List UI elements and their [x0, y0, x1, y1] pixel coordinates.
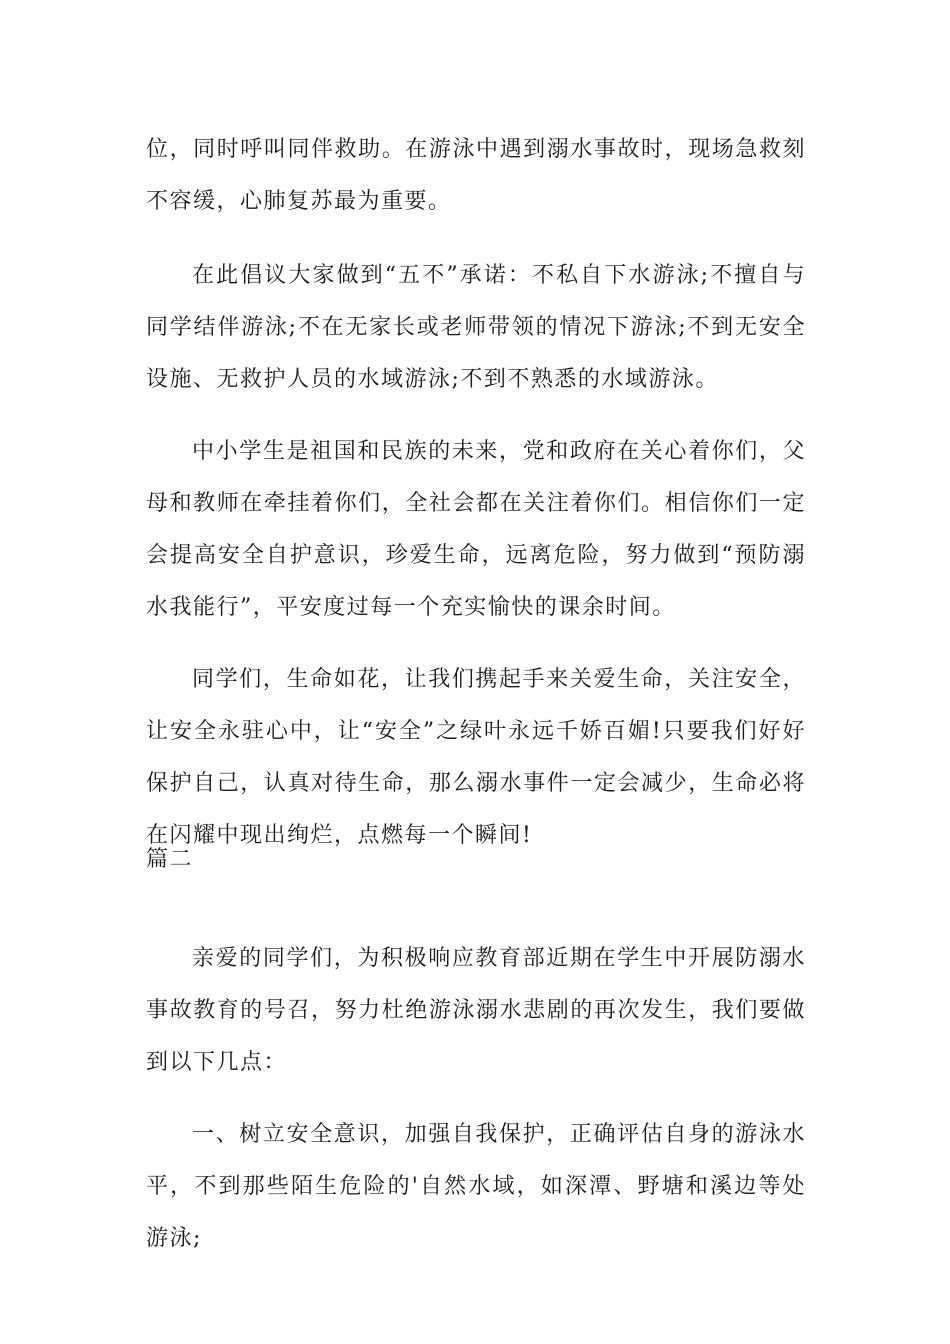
paragraph-five-promises: 在此倡议大家做到“五不”承诺：不私自下水游泳;不擅自与同学结伴游泳;不在无家长或老师带领的情况下游泳;不到无安全设施、无救护人员的水域游泳;不到不熟悉的水域游泳。 — [146, 263, 806, 392]
paragraph-continuation: 位，同时呼叫同伴救助。在游泳中遇到溺水事故时，现场急救刻不容缓，心肺复苏最为重要。 — [146, 137, 806, 214]
paragraph-point-one: 一、树立安全意识，加强自我保护，正确评估自身的游泳水平，不到那些陌生危险的'自然水域，如深潭、野塘和溪边等处游泳; — [146, 1122, 806, 1251]
paragraph-students-future: 中小学生是祖国和民族的未来，党和政府在关心着你们，父母和教师在牵挂着你们，全社会都在关注着你们。相信你们一定会提高安全自护意识，珍爱生命，远离危险，努力做到“预防溺水我能行”，平安度过每一个充实愉快的课余时间。 — [146, 439, 806, 620]
section-heading: 篇二 — [146, 847, 194, 872]
paragraph-greeting: 亲爱的同学们，为积极响应教育部近期在学生中开展防溺水事故教育的号召，努力杜绝游泳溺水悲剧的再次发生，我们要做到以下几点： — [146, 946, 806, 1075]
paragraph-life-like-flower: 同学们，生命如花，让我们携起手来关爱生命，关注安全，让安全永驻心中，让“安全”之绿叶永远千娇百媚!只要我们好好保护自己，认真对待生命，那么溺水事件一定会减少，生命必将在闪耀中现出绚烂，点燃每一个瞬间! — [146, 667, 806, 848]
